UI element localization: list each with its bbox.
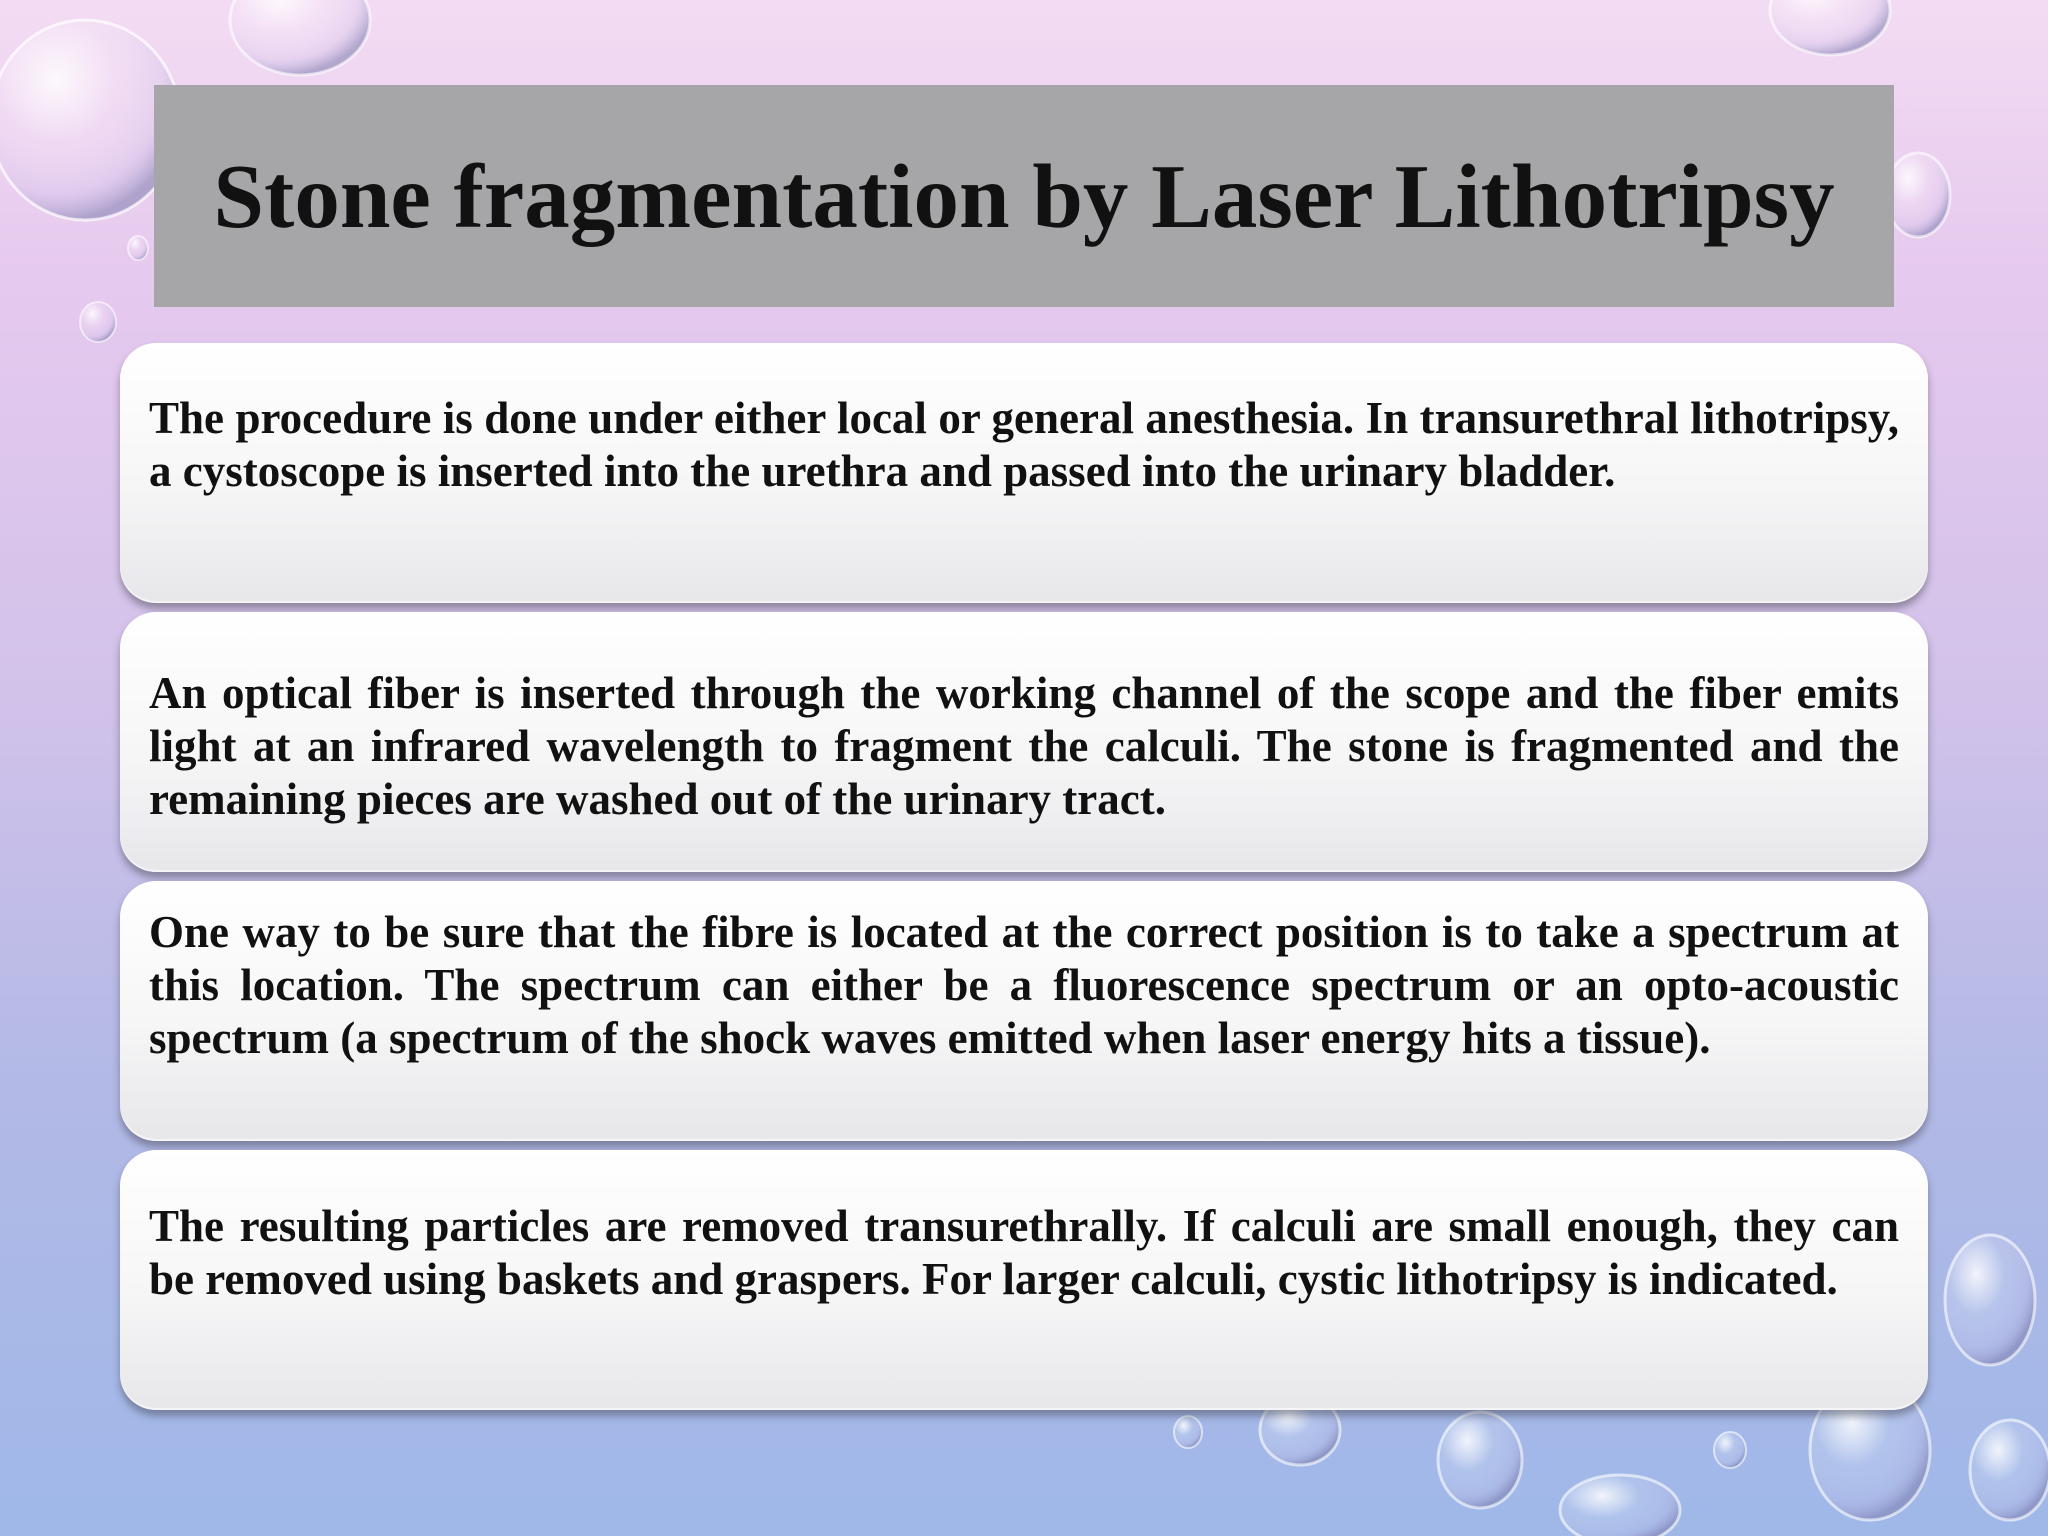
paragraph-2: An optical fiber is inserted through the working channel of the scope and the fiber emits light at an infrared wavelength to fragment the calculi. The stone is fragmented and the remaining pieces are washed out of the urinary tract.: [149, 668, 1899, 824]
content-card-4: [120, 1150, 1928, 1410]
content-card-2: [120, 612, 1928, 872]
slide-title: Stone fragmentation by Laser Lithotripsy: [213, 145, 1835, 247]
content-card-1: [120, 343, 1928, 603]
title-bar: [154, 85, 1894, 307]
content-card-3: [120, 881, 1928, 1141]
paragraph-3: One way to be sure that the fibre is located at the correct position is to take a spectrum at this location. The spectrum can either be a fluorescence spectrum or an opto-acoustic spectrum (a spectrum of the shock waves emitted when laser energy hits a tissue).: [149, 907, 1899, 1063]
paragraph-1: The procedure is done under either local or general anesthesia. In transurethral lithotripsy, a cystoscope is inserted into the urethra and passed into the urinary bladder.: [149, 393, 1899, 496]
paragraph-4: The resulting particles are removed transurethrally. If calculi are small enough, they can be removed using baskets and graspers. For larger calculi, cystic lithotripsy is indicated.: [149, 1201, 1899, 1304]
